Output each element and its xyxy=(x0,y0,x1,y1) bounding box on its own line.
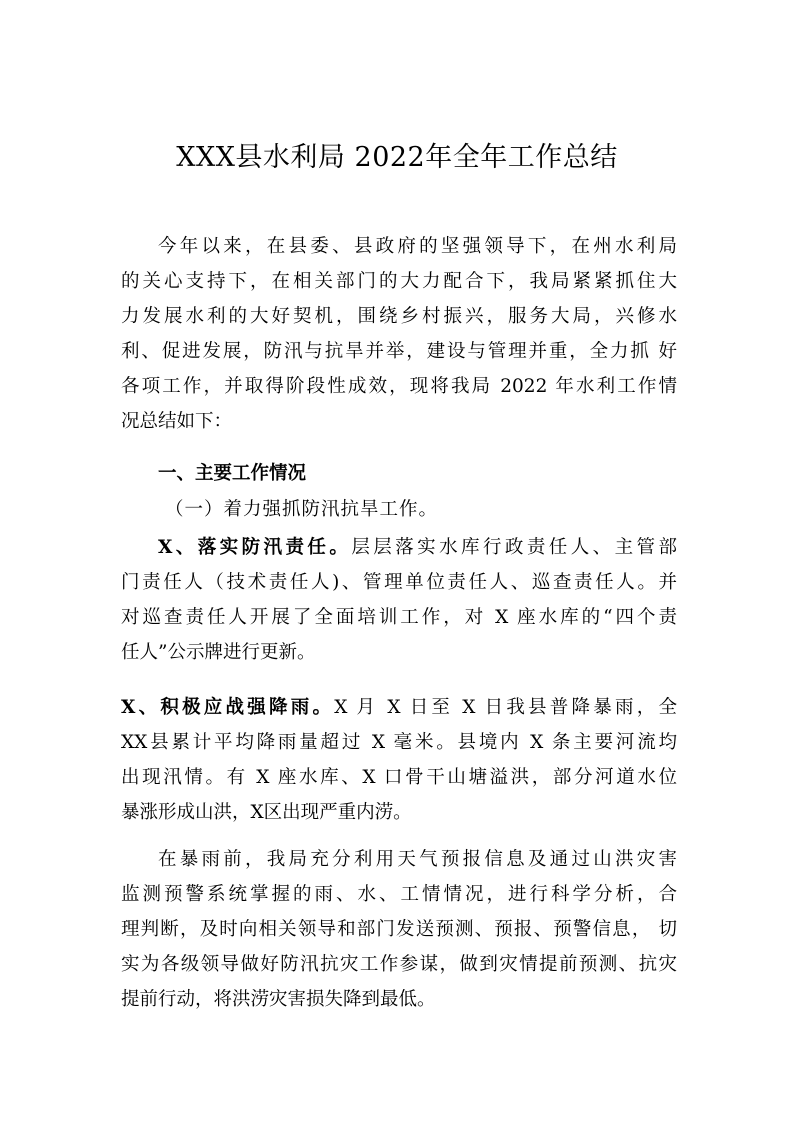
paragraph-3 xyxy=(121,842,677,1017)
paragraph-line: X、落实防汛责任。层层落实水库行政责任人、主管部 xyxy=(158,537,677,558)
intro-paragraph xyxy=(121,229,677,439)
paragraph-line: 况总结如下： xyxy=(121,411,233,432)
item-lead: X、积极应战强降雨。 xyxy=(121,697,335,718)
paragraph-line: 门责任人（技术责任人)、管理单位责任人、巡查责任人。并 xyxy=(121,572,677,593)
subsection-heading: （一）着力强抓防汛抗旱工作。 xyxy=(165,499,439,520)
paragraph-line: 各项工作，并取得阶段性成效，现将我局 2022 年水利工作情 xyxy=(121,376,677,397)
paragraph-line: 出现汛情。有 X 座水库、X 口骨干山塘溢洪，部分河道水位 xyxy=(121,767,677,788)
paragraph-line: 今年以来，在县委、县政府的坚强领导下，在州水利局 xyxy=(158,236,677,257)
paragraph-line: X、积极应战强降雨。X 月 X 日至 X 日我县普降暴雨，全 xyxy=(121,697,677,718)
section-heading: 一、主要工作情况 xyxy=(158,463,307,484)
paragraph-line: 暴涨形成山洪，X区出现严重内涝。 xyxy=(121,802,412,823)
paragraph-line: 在暴雨前，我局充分利用天气预报信息及通过山洪灾害 xyxy=(158,849,677,870)
paragraph-line: 监测预警系统掌握的雨、水、工情情况，进行科学分析，合 xyxy=(121,884,677,905)
paragraph-line: 利、促进发展，防汛与抗旱并举，建设与管理并重，全力抓 好 xyxy=(121,341,677,362)
paragraph-line: XX县累计平均降雨量超过 X 毫米。县境内 X 条主要河流均 xyxy=(121,732,677,753)
paragraph-line: 理判断，及时向相关领导和部门发送预测、预报、预警信息， 切 xyxy=(121,919,677,940)
paragraph-line: 实为各级领导做好防汛抗灾工作参谋，做到灾情提前预测、抗灾 xyxy=(121,954,677,975)
paragraph-line: 对巡查责任人开展了全面培训工作，对 X 座水库的“四个责 xyxy=(121,607,677,628)
document-title: XXX县水利局 2022年全年工作总结 xyxy=(176,142,618,173)
paragraph-line: 任人”公示牌进行更新。 xyxy=(121,642,316,663)
paragraph-line: 的关心支持下，在相关部门的大力配合下，我局紧紧抓住大 xyxy=(121,271,677,292)
item-paragraph-1 xyxy=(121,530,677,670)
paragraph-line: 提前行动，将洪涝灾害损失降到最低。 xyxy=(121,989,436,1010)
item-lead: X、落实防汛责任。 xyxy=(158,537,352,558)
item-paragraph-2 xyxy=(121,690,677,830)
paragraph-line: 力发展水利的大好契机，围绕乡村振兴，服务大局，兴修水 xyxy=(121,306,677,327)
